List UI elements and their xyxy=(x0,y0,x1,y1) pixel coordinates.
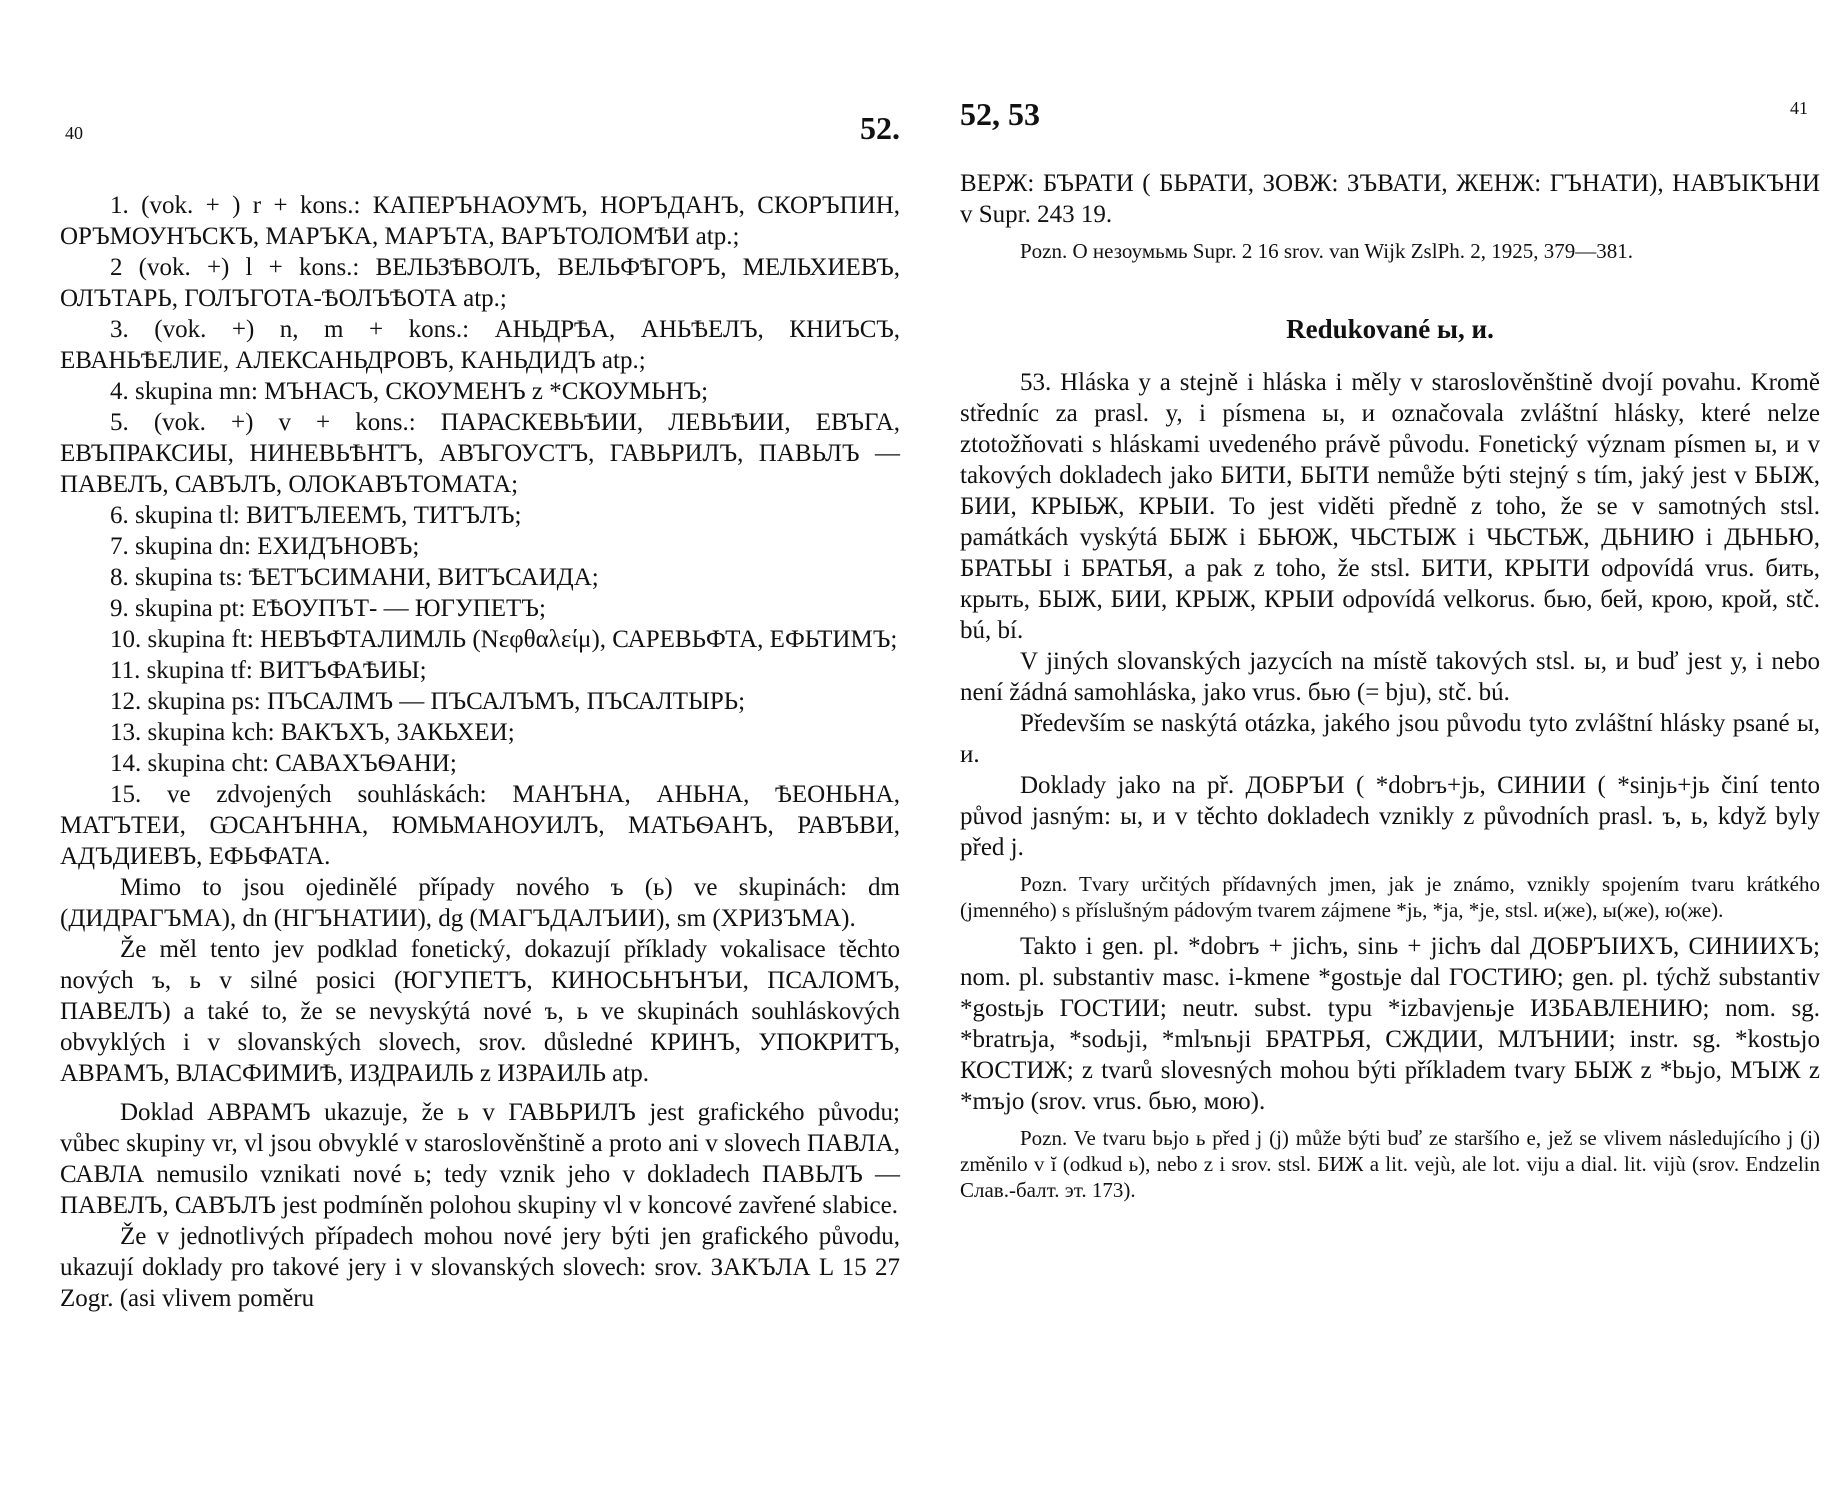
list-item: 5. (vok. +) v + kons.: ПАРАСКЕВЬѢИИ, ЛЕВЬѢИИ, ЕВЪГА, ЕВЪПРАКСИЫ, НИНЕВЬѢНТЪ, АВЪГОУСТЪ, ГАВЬРИЛЪ, ПАВЬЛЪ — ПАВЕЛЪ, САВЪЛЪ, ОЛОКАВЪТОМАТА; xyxy=(60,409,900,498)
list-item: 2 (vok. +) l + kons.: ВЕЛЬЗѢВОЛЪ, ВЕЛЬФѢГОРЪ, МЕЛЬХИЕВЪ, ОЛЪТАРЬ, ГОЛЪГОТА-ѢОЛЪѢОТА atp.; xyxy=(60,254,900,312)
note: Pozn. O незоумьмь Supr. 2 16 srov. van Wijk ZslPh. 2, 1925, 379—381. xyxy=(1020,239,1633,263)
paragraph: Takto i gen. pl. *dobrъ + jichъ, sinь + jichъ dal ДОБРЪІИХЪ, СИНИИХЪ; nom. pl. substantiv masc. i-kmene *gostьje dal ГОСТИЮ; gen. pl. týchž substantiv *gostьjь ГОСТИИ; neutr. subst. typu *izbavjenьje ИЗБАВЛЕНИЮ; nom. sg. *bratrьja, *sodьji, *mlъnьji БРАТРЬЯ, СЖДИИ, МЛЪНИИ; instr. sg. *kostьjo КОСТИЖ; z tvarů slovesných mohou býti příkladem tvary БЫЖ z *bьjo, МЪІЖ z *mъjo (srov. vrus. бью, мою). xyxy=(960,933,1820,1115)
list-item: 1. (vok. + ) r + kons.: КАПЕРЪНАОУМЪ, НОРЪДАНЪ, СКОРЪПИН, ОРЪМОУНЪСКЪ, МАРЪКА, МАРЪТА, ВАРЪТОЛОМѢИ atp.; xyxy=(60,192,900,250)
list-item: 8. skupina ts: ѢЕТЪСИМАНИ, ВИТЪСАИДА; xyxy=(110,564,599,591)
list-item: 6. skupina tl: ВИТЪЛЕЕМЪ, ТИТЪЛЪ; xyxy=(110,502,522,529)
paragraph: ВЕРЖ: БЪРАТИ ( БЬРАТИ, ЗОВЖ: ЗЪВАТИ, ЖЕНЖ: ГЪНАТИ), НАВЪІКЪНИ v Supr. 243 19. xyxy=(960,170,1820,228)
list-item: 10. skupina ft: НЕВЪФТАЛИМЛЬ (Νεφθαλείμ), САРЕВЬФТА, ЕФЬТИМЪ; xyxy=(110,626,898,653)
paragraph: 53. Hláska y a stejně i hláska i měly v staroslověnštině dvojí povahu. Kromě středníc za prasl. y, i písmena ы, и označovala zvláštní hlásky, které nelze ztotožňovati s hláskami uvedeného právě původu. Fonetický význam písmen ы, и v takových dokladech jako БИТИ, БЫТИ nemůže býti stejný s tím, jaký jest v БЬІЖ, БИИ, КРЫЬЖ, КРЫИ. To jest viděti předně z toho, že se v samotných stsl. památkách vyskýtá БЫЖ i БЬЮЖ, ЧЬСТЫЖ i ЧЬСТЬЖ, ДЬНИЮ i ДЬНЬЮ, БРАТЬЫ i БРАТЬЯ, a pak z toho, že stsl. БИТИ, КРЫТИ odpovídá vrus. бить, крыть, БЫЖ, БИИ, КРЫЖ, КРЫИ odpovídá velkorus. бью, бей, крою, крой, stč. bú, bí. xyxy=(960,369,1820,644)
list-item: 3. (vok. +) n, m + kons.: АНЬДРѢА, АНЬѢЕЛЪ, КНИЪСЪ, ЕВАНЬѢЕЛИЕ, АЛЕКСАНЬДРОВЪ, КАНЬДИДЪ atp.; xyxy=(60,316,900,374)
running-head-left: 52. xyxy=(860,110,900,146)
right-page-body xyxy=(960,168,1820,1203)
list-item: 4. skupina mn: МЪНАСЪ, СКОУМЕНЪ z *СКОУМЬНЪ; xyxy=(110,378,709,405)
consonant-group-list xyxy=(60,190,900,872)
list-item: 14. skupina cht: САВАХЪѲАНИ; xyxy=(110,750,457,777)
page-number-right: 41 xyxy=(1790,98,1808,118)
paragraph: Především se naskýtá otázka, jakého jsou původu tyto zvláštní hlásky psané ы, и. xyxy=(960,710,1820,768)
note: Pozn. Tvary určitých přídavných jmen, jak je známo, vznikly spojením tvaru krátkého (jmenného) s příslušným pádovým tvarem zájmene *jь, *ja, *je, stsl. и(же), ы(же), ю(же). xyxy=(960,872,1820,922)
paragraph: Mimo to jsou ojedinělé případy nového ъ (ь) ve skupinách: dm (ДИДРАГЪМА), dn (НГЪНАТИИ), dg (МАГЪДАЛЪИИ), sm (ХРИЗЪМА). xyxy=(60,874,900,932)
right-page xyxy=(960,0,1840,1500)
list-item: 12. skupina ps: ПЪСАЛМЪ — ПЪСАЛЪМЪ, ПЪСАЛТЫРЬ; xyxy=(110,688,746,715)
paragraph: V jiných slovanských jazycích na místě takových stsl. ы, и buď jest y, i nebo není žádná samohláska, jako vrus. бью (= bju), stč. bú. xyxy=(960,648,1820,706)
left-page-body xyxy=(60,190,900,1314)
section-title: Redukované ы, и. xyxy=(1286,314,1494,344)
paragraph: Že v jednotlivých případech mohou nové jery býti jen grafického původu, ukazují doklady pro takové jery i v slovanských slovech: srov. ЗАКЪЛА L 15 27 Zogr. (asi vlivem poměru xyxy=(60,1223,900,1312)
page-number-left: 40 xyxy=(65,123,83,143)
list-item: 11. skupina tf: ВИТЪФАѢИЫ; xyxy=(110,657,427,684)
left-page xyxy=(30,0,910,1500)
paragraph: Že měl tento jev podklad fonetický, dokazují příklady vokalisace těchto nových ъ, ь v silné posici (ЮГУПЕТЪ, КИНОСЬНЪНЪИ, ПСАЛОМЪ, ПАВЕЛЪ) a také to, že se nevyskýtá nové ъ, ь ve skupinách souhláskových obvyklých i v slovanských slovech, srov. důsledné КРИНЪ, УПОКРИТЪ, АВРАМЪ, ВЛАСФИМИѢ, ИЗДРАИЛЬ z ИЗРАИЛЬ atp. xyxy=(60,936,900,1087)
running-head-right: 52, 53 xyxy=(960,96,1040,132)
paragraph: Doklad АВРАМЪ ukazuje, že ь v ГАВЬРИЛЪ jest grafického původu; vůbec skupiny vr, vl jsou obvyklé v staroslověnštině a proto ani v slovech ПАВЛА, САВЛА nemusilo vznikati nové ь; tedy vznik jeho v dokladech ПАВЬЛЪ — ПАВЕЛЪ, САВЪЛЪ jest podmíněn polohou skupiny vl v koncové zavřené slabice. xyxy=(60,1099,900,1219)
list-item: 13. skupina kch: ВАКЪХЪ, ЗАКЬХЕИ; xyxy=(110,719,515,746)
note: Pozn. Ve tvaru bьjo ь před j (j) může býti buď ze staršího e, jež se vlivem následujícího j (j) změnilo v ĭ (odkud ь), nebo z i srov. stsl. БИЖ a lit. vejù, ale lot. viju a dial. lit. vijù (srov. Endzelin Слав.-балт. эт. 173). xyxy=(960,1126,1820,1202)
list-item: 15. ve zdvojených souhláskách: МАНЪНА, АНЬНА, ѢЕОНЬНА, МАТЪТЕИ, ѠСАНЪННА, ЮМЬМАНОУИЛЪ, МАТЬѲАНЪ, РАВЪВИ, АДЪДИЕВЪ, ЕФЬФАТА. xyxy=(60,781,900,870)
list-item: 7. skupina dn: ЕХИДЪНОВЪ; xyxy=(110,533,420,560)
paragraph: Doklady jako na př. ДОБРЪИ ( *dobrъ+jь, СИНИИ ( *sinjь+jь činí tento původ jasným: ы, и v těchto dokladech vznikly z původních prasl. ъ, ь, když byly před j. xyxy=(960,772,1820,861)
list-item: 9. skupina pt: ЕѢОУПЪТ- — ЮГУПЕТЪ; xyxy=(110,595,546,622)
